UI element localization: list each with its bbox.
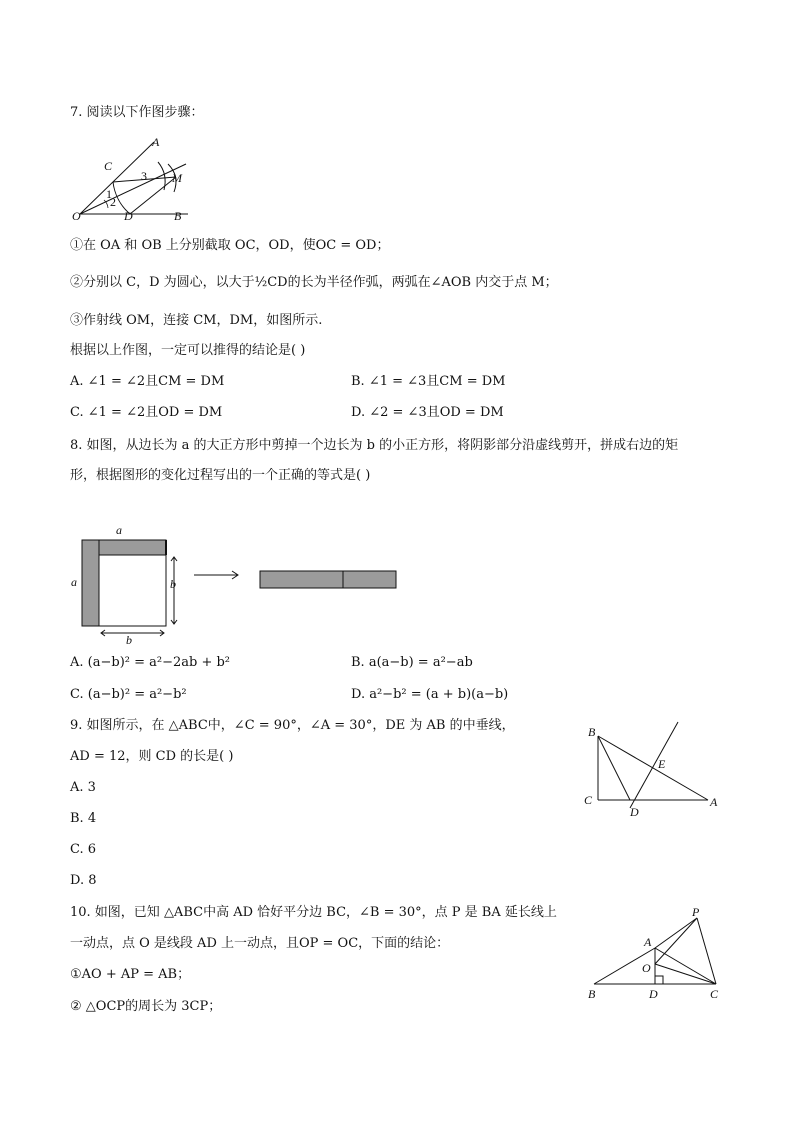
q9-line1: 9. 如图所示，在 △ABC中，∠C = 90°，∠A = 30°，DE 为 AB 的中垂线， — [70, 718, 515, 733]
q7-figure — [68, 134, 198, 224]
q10-label-P: P — [692, 905, 700, 919]
q7-label-A: A — [152, 135, 160, 149]
q7-option-c: C. ∠1 = ∠2且OD = DM — [70, 405, 223, 420]
q8-label-b-right: b — [170, 577, 176, 591]
q9-option-a: A. 3 — [70, 780, 96, 795]
q7-option-a: A. ∠1 = ∠2且CM = DM — [70, 374, 225, 389]
q10-line2: 一动点，点 O 是线段 AD 上一动点，且OP = OC，下面的结论： — [70, 936, 450, 951]
q7-label-D: D — [124, 209, 133, 223]
q9-option-d: D. 8 — [70, 873, 97, 888]
q10-label-A: A — [644, 935, 652, 949]
q7-step2: ②分别以 C，D 为圆心，以大于½CD的长为半径作弧，两弧在∠AOB 内交于点 M； — [70, 275, 558, 290]
q9-label-B: B — [588, 725, 596, 739]
q10-label-O: O — [642, 961, 651, 975]
q10-label-B: B — [588, 987, 596, 1001]
q9-label-E: E — [658, 757, 666, 771]
q8-option-b: B. a(a−b) = a²−ab — [351, 655, 473, 670]
q10-line4: ② △OCP的周长为 3CP； — [70, 999, 222, 1014]
q7-label-O: O — [72, 209, 81, 223]
q7-option-d: D. ∠2 = ∠3且OD = DM — [351, 405, 504, 420]
q8-option-d: D. a²−b² = (a + b)(a−b) — [351, 687, 509, 702]
q7-label-C: C — [104, 159, 113, 173]
q10-label-C: C — [710, 987, 719, 1001]
q7-question: 根据以上作图，一定可以推得的结论是( ) — [70, 343, 306, 358]
q8-label-a-left: a — [71, 575, 77, 589]
q10-figure — [582, 902, 732, 1006]
q9-label-D: D — [630, 805, 639, 819]
q8-label-a-top: a — [116, 523, 122, 537]
q8-label-b-bottom: b — [126, 633, 132, 644]
q7-step3: ③作射线 OM，连接 CM，DM，如图所示. — [70, 313, 323, 328]
q8-option-a: A. (a−b)² = a²−2ab + b² — [70, 655, 231, 670]
q7-label-B: B — [174, 209, 182, 223]
q7-step1: ①在 OA 和 OB 上分别截取 OC，OD，使OC = OD； — [70, 238, 390, 253]
q8-figure — [66, 518, 406, 644]
q7-title: 7. 阅读以下作图步骤： — [70, 105, 204, 120]
q9-label-C: C — [584, 793, 593, 807]
q9-option-c: C. 6 — [70, 842, 97, 857]
q10-line3: ①AO + AP = AB； — [70, 967, 191, 982]
q7-label-M: M — [172, 171, 182, 185]
q7-option-b: B. ∠1 = ∠3且CM = DM — [351, 374, 506, 389]
q10-line1: 10. 如图，已知 △ABC中高 AD 恰好平分边 BC，∠B = 30°，点 P 是 BA 延长线上 — [70, 905, 557, 920]
q8-line2: 形，根据图形的变化过程写出的一个正确的等式是( ) — [70, 468, 371, 483]
q9-label-A: A — [710, 795, 718, 809]
q7-label-2: 2 — [110, 195, 116, 209]
q8-option-c: C. (a−b)² = a²−b² — [70, 687, 187, 702]
q7-label-1: 1 — [106, 187, 112, 201]
q9-option-b: B. 4 — [70, 811, 97, 826]
q9-figure — [578, 718, 728, 822]
q10-label-D: D — [649, 987, 658, 1001]
q8-line1: 8. 如图，从边长为 a 的大正方形中剪掉一个边长为 b 的小正方形，将阴影部分沿虚线剪开，拼成右边的矩 — [70, 438, 679, 453]
q9-line2: AD = 12，则 CD 的长是( ) — [70, 749, 234, 764]
q7-label-3: 3 — [141, 169, 147, 183]
